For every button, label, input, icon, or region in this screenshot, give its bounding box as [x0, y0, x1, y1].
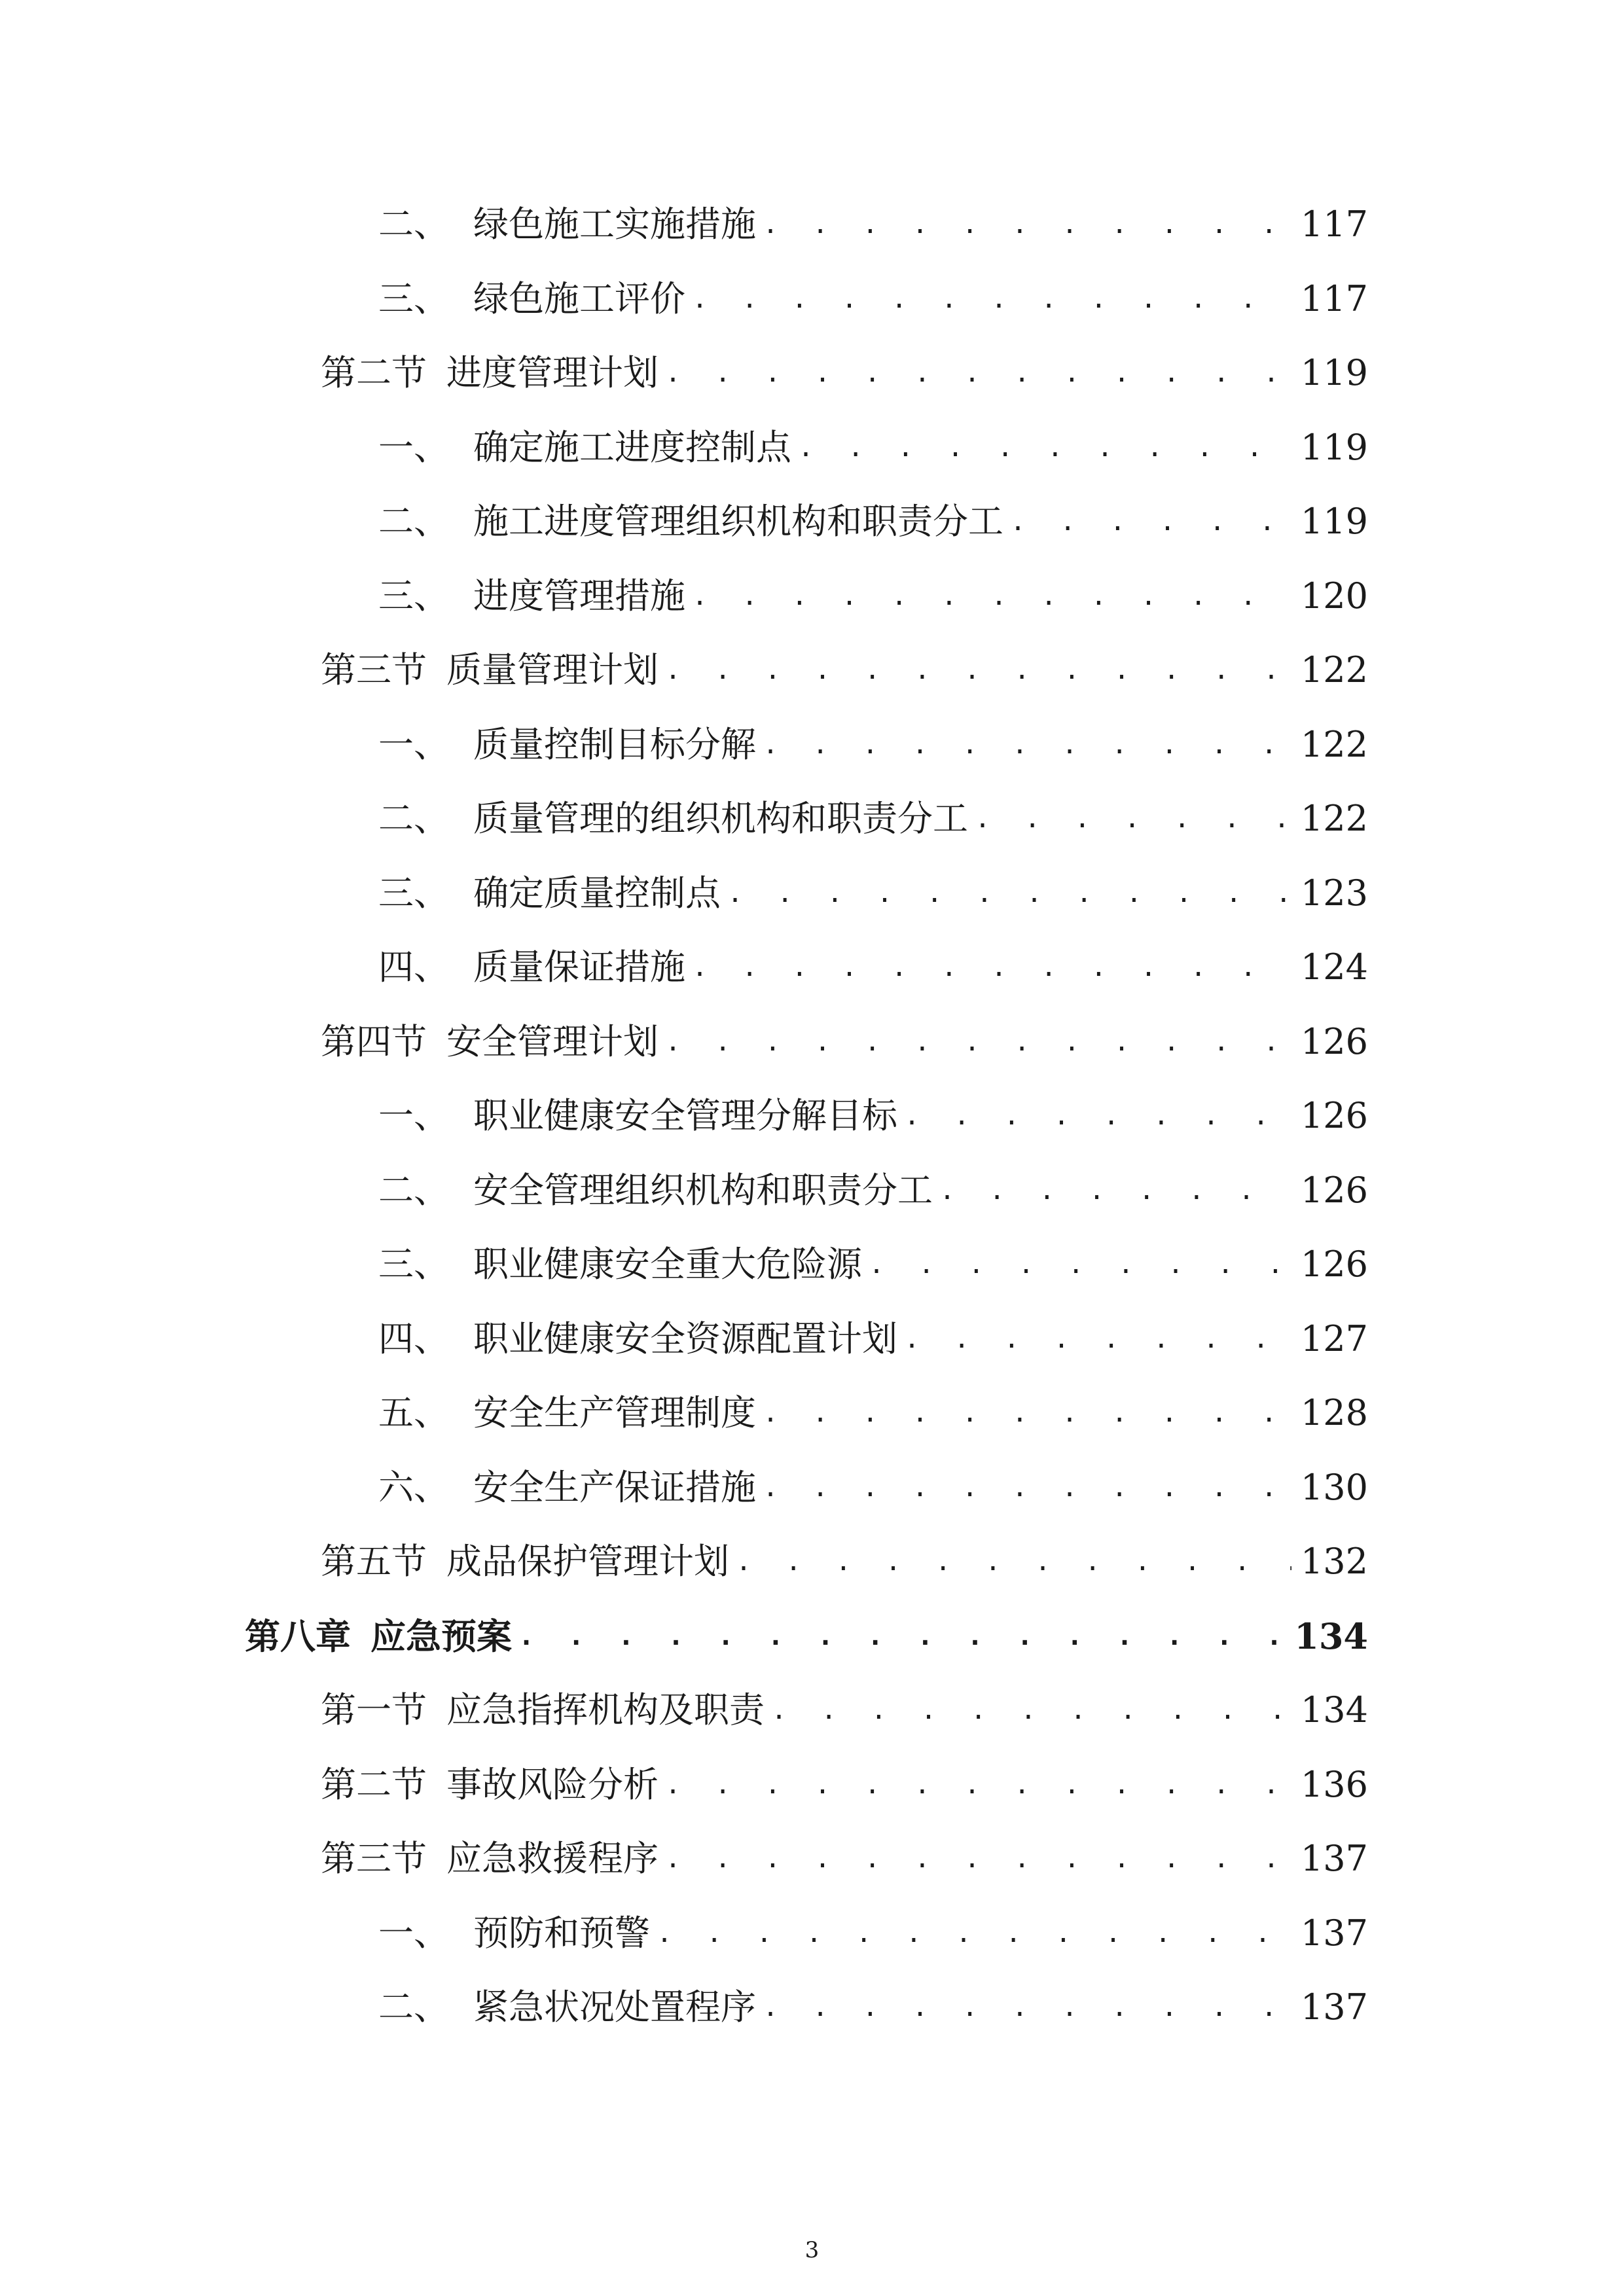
toc-entry-page: 117 [1300, 204, 1368, 245]
toc-entry-number: 第三节 [321, 649, 427, 691]
toc-entry-title: 安全管理组织机构和职责分工 [473, 1170, 933, 1211]
toc-entry-page: 119 [1300, 501, 1368, 542]
toc-entry-number: 第五节 [321, 1541, 427, 1582]
dot-leader [756, 1981, 1291, 2034]
toc-entry-page: 134 [1300, 1689, 1368, 1731]
toc-entry-page: 137 [1300, 1838, 1368, 1879]
dot-leader [685, 273, 1291, 325]
toc-entry-title: 应急指挥机构及职责 [446, 1689, 765, 1731]
toc-entry-title: 事故风险分析 [446, 1764, 659, 1805]
toc-entry-page: 117 [1300, 278, 1368, 319]
toc-entry-page: 123 [1300, 872, 1368, 914]
dot-leader [685, 570, 1291, 622]
dot-leader [659, 347, 1291, 399]
dot-leader [968, 793, 1291, 845]
dot-leader [729, 1535, 1291, 1588]
toc-entry[interactable] [321, 1016, 1368, 1068]
dot-leader [685, 941, 1291, 994]
toc-entry-number: 第八章 [245, 1615, 351, 1657]
dot-leader [721, 867, 1291, 920]
toc-entry-number: 一、 [378, 1095, 449, 1136]
toc-entry-number: 二、 [378, 501, 449, 542]
toc-entry[interactable] [378, 495, 1368, 548]
toc-entry-page: 124 [1300, 946, 1368, 988]
dot-leader [756, 1462, 1291, 1514]
toc-entry-number: 第四节 [321, 1021, 427, 1062]
toc-entry-page: 126 [1300, 1021, 1368, 1062]
toc-entry-number: 二、 [378, 1986, 449, 2028]
toc-entry[interactable] [378, 1090, 1368, 1142]
toc-entry-page: 122 [1300, 649, 1368, 691]
toc-entry-page: 126 [1300, 1170, 1368, 1211]
toc-entry[interactable] [378, 941, 1368, 994]
toc-entry[interactable] [378, 422, 1368, 474]
toc-entry[interactable] [378, 1907, 1368, 1960]
toc-entry-title: 安全生产管理制度 [473, 1392, 756, 1433]
toc-entry[interactable] [321, 1684, 1368, 1736]
toc-entry-title: 职业健康安全资源配置计划 [473, 1318, 897, 1359]
toc-entry-page: 126 [1300, 1244, 1368, 1285]
toc-entry-page: 119 [1300, 427, 1368, 468]
toc-entry-number: 四、 [378, 946, 449, 988]
toc-entry-title: 职业健康安全管理分解目标 [473, 1095, 897, 1136]
toc-entry-title: 绿色施工实施措施 [473, 204, 756, 245]
dot-leader [659, 1833, 1291, 1885]
dot-leader [897, 1313, 1291, 1365]
toc-entry-page: 122 [1300, 798, 1368, 839]
toc-entry-number: 四、 [378, 1318, 449, 1359]
dot-leader [933, 1164, 1291, 1217]
toc-entry-number: 第三节 [321, 1838, 427, 1879]
toc-entry-title: 预防和预警 [473, 1912, 650, 1954]
dot-leader [659, 644, 1291, 696]
toc-entry[interactable] [321, 1833, 1368, 1885]
toc-entry-title: 安全管理计划 [446, 1021, 659, 1062]
dot-leader [756, 198, 1291, 251]
toc-entry[interactable] [378, 273, 1368, 325]
toc-entry-page: 137 [1300, 1912, 1368, 1954]
dot-leader [756, 719, 1291, 771]
toc-entry-title: 绿色施工评价 [473, 278, 685, 319]
toc-entry-number: 五、 [378, 1392, 449, 1433]
toc-entry-title: 应急救援程序 [446, 1838, 659, 1879]
dot-leader [512, 1610, 1285, 1662]
toc-chapter-entry[interactable] [245, 1610, 1368, 1662]
page-number: 3 [804, 2237, 820, 2263]
toc-entry-number: 一、 [378, 724, 449, 765]
toc-entry[interactable] [378, 198, 1368, 251]
dot-leader [862, 1238, 1291, 1291]
toc-entry-number: 二、 [378, 798, 449, 839]
toc-entry[interactable] [378, 570, 1368, 622]
toc-entry-page: 119 [1300, 352, 1368, 393]
toc-entry-number: 六、 [378, 1467, 449, 1508]
dot-leader [650, 1907, 1291, 1960]
toc-entry[interactable] [321, 1535, 1368, 1588]
toc-entry-title: 质量控制目标分解 [473, 724, 756, 765]
toc-entry-page: 130 [1300, 1467, 1368, 1508]
toc-entry-page: 136 [1300, 1764, 1368, 1805]
dot-leader [791, 422, 1291, 474]
toc-entry[interactable] [378, 1313, 1368, 1365]
toc-entry-number: 第一节 [321, 1689, 427, 1731]
toc-entry-number: 第二节 [321, 1764, 427, 1805]
toc-entry-number: 三、 [378, 872, 449, 914]
toc-entry-title: 应急预案 [370, 1615, 512, 1657]
toc-entry-number: 三、 [378, 1244, 449, 1285]
toc-entry[interactable] [321, 347, 1368, 399]
toc-entry-title: 进度管理措施 [473, 575, 685, 617]
toc-entry-title: 确定施工进度控制点 [473, 427, 791, 468]
dot-leader [1003, 495, 1291, 548]
toc-entry-page: 122 [1300, 724, 1368, 765]
toc-entry-title: 紧急状况处置程序 [473, 1986, 756, 2028]
toc-entry-title: 确定质量控制点 [473, 872, 721, 914]
toc-entry-page: 137 [1300, 1986, 1368, 2028]
dot-leader [897, 1090, 1291, 1142]
toc-entry-page: 132 [1300, 1541, 1368, 1582]
toc-entry-title: 成品保护管理计划 [446, 1541, 729, 1582]
toc-entry-number: 二、 [378, 204, 449, 245]
toc-entry[interactable] [321, 1759, 1368, 1811]
toc-entry-number: 三、 [378, 278, 449, 319]
toc-entry-number: 第二节 [321, 352, 427, 393]
toc-entry-page: 126 [1300, 1095, 1368, 1136]
toc-entry-title: 进度管理计划 [446, 352, 659, 393]
toc-entry-number: 三、 [378, 575, 449, 617]
dot-leader [765, 1684, 1291, 1736]
toc-entry[interactable] [378, 1981, 1368, 2034]
toc-entry-title: 施工进度管理组织机构和职责分工 [473, 501, 1003, 542]
toc-entry-title: 质量管理计划 [446, 649, 659, 691]
toc-entry-number: 一、 [378, 1912, 449, 1954]
toc-entry[interactable] [378, 1164, 1368, 1217]
dot-leader [659, 1016, 1291, 1068]
dot-leader [659, 1759, 1291, 1811]
dot-leader [756, 1387, 1291, 1439]
toc-entry-title: 质量管理的组织机构和职责分工 [473, 798, 968, 839]
toc-entry-title: 职业健康安全重大危险源 [473, 1244, 862, 1285]
toc-entry-page: 127 [1300, 1318, 1368, 1359]
toc-entry[interactable] [378, 793, 1368, 845]
toc-entry[interactable] [378, 1238, 1368, 1291]
toc-entry-title: 安全生产保证措施 [473, 1467, 756, 1508]
toc-entry-page: 134 [1294, 1615, 1368, 1657]
toc-entry[interactable] [378, 867, 1368, 920]
toc-entry-page: 128 [1300, 1392, 1368, 1433]
toc-entry-page: 120 [1300, 575, 1368, 617]
toc-entry[interactable] [378, 1387, 1368, 1439]
toc-entry[interactable] [378, 719, 1368, 771]
toc-entry[interactable] [321, 644, 1368, 696]
toc-entry-number: 一、 [378, 427, 449, 468]
toc-entry-number: 二、 [378, 1170, 449, 1211]
toc-entry-title: 质量保证措施 [473, 946, 685, 988]
toc-entry[interactable] [378, 1462, 1368, 1514]
